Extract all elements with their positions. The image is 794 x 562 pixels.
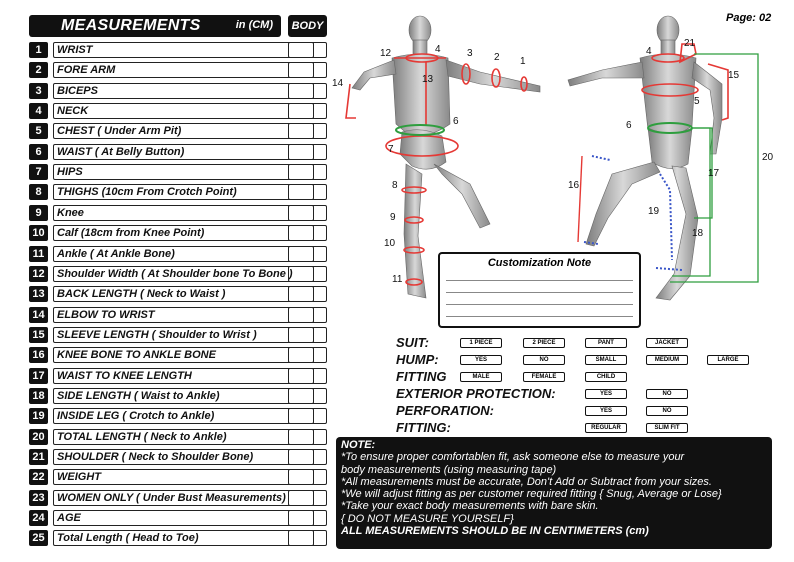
row-number: 13 <box>29 286 48 302</box>
row-label: AGE <box>53 510 314 526</box>
note-line-2: body measurements (using measuring tape) <box>341 463 557 476</box>
svg-text:20: 20 <box>762 152 774 163</box>
row-number: 2 <box>29 62 48 78</box>
option-label: FITTING: <box>396 420 451 435</box>
option-choice[interactable]: YES <box>460 355 502 365</box>
measurement-input[interactable] <box>288 347 327 363</box>
row-label: INSIDE LEG ( Crotch to Ankle) <box>53 408 314 424</box>
row-number: 7 <box>29 164 48 180</box>
svg-text:6: 6 <box>453 116 459 127</box>
option-label: PERFORATION: <box>396 403 494 418</box>
option-label: EXTERIOR PROTECTION: <box>396 386 556 401</box>
row-number: 9 <box>29 205 48 221</box>
svg-text:12: 12 <box>380 48 392 59</box>
row-label: HIPS <box>53 164 314 180</box>
row-label: WRIST <box>53 42 314 58</box>
option-choice[interactable]: 2 PIECE <box>523 338 565 348</box>
measurements-header <box>29 15 281 37</box>
note-line-1: *To ensure proper comfortablen fit, ask someone else to measure your <box>341 451 685 464</box>
measurement-input[interactable] <box>288 388 327 404</box>
svg-text:7: 7 <box>388 144 394 155</box>
option-label: HUMP: <box>396 352 439 367</box>
option-choice[interactable]: NO <box>646 389 688 399</box>
row-number: 5 <box>29 123 48 139</box>
svg-text:19: 19 <box>648 206 660 217</box>
measurement-input[interactable] <box>288 469 327 485</box>
svg-text:14: 14 <box>332 78 344 89</box>
svg-text:6: 6 <box>626 120 632 131</box>
row-number: 19 <box>29 408 48 424</box>
row-label: FORE ARM <box>53 62 314 78</box>
page-number: Page: 02 <box>726 12 772 24</box>
svg-text:3: 3 <box>467 48 473 59</box>
row-label: CHEST ( Under Arm Pit) <box>53 123 314 139</box>
row-label: Ankle ( At Ankle Bone) <box>53 246 314 262</box>
row-label: ELBOW TO WRIST <box>53 307 314 323</box>
row-label: WAIST TO KNEE LENGTH <box>53 368 314 384</box>
row-label: THIGHS (10cm From Crotch Point) <box>53 184 314 200</box>
measurement-input[interactable] <box>288 530 327 546</box>
row-label: BACK LENGTH ( Neck to Waist ) <box>53 286 314 302</box>
row-number: 11 <box>29 246 48 262</box>
note-line-4: *We will adjust fitting as per customer required fitting { Snug, Average or Lose} <box>341 488 722 501</box>
note-line <box>446 280 633 281</box>
row-number: 8 <box>29 184 48 200</box>
measurement-input[interactable] <box>288 246 327 262</box>
measurement-input[interactable] <box>288 42 327 58</box>
customization-note-box[interactable] <box>438 252 641 328</box>
header-title: MEASUREMENTS <box>61 17 201 34</box>
row-number: 20 <box>29 429 48 445</box>
row-label: Shoulder Width ( At Shoulder bone To Bone ) <box>53 266 314 282</box>
option-choice[interactable]: SMALL <box>585 355 627 365</box>
row-number: 6 <box>29 144 48 160</box>
row-label: Total Length ( Head to Toe) <box>53 530 314 546</box>
row-number: 18 <box>29 388 48 404</box>
measurement-input[interactable] <box>288 490 327 506</box>
option-choice[interactable]: CHILD <box>585 372 627 382</box>
note-line <box>446 292 633 293</box>
measurement-input[interactable] <box>288 164 327 180</box>
row-number: 14 <box>29 307 48 323</box>
row-label: KNEE BONE TO ANKLE BONE <box>53 347 314 363</box>
option-label: FITTING <box>396 369 447 384</box>
row-label: NECK <box>53 103 314 119</box>
row-number: 3 <box>29 83 48 99</box>
svg-text:1: 1 <box>520 56 526 67</box>
svg-text:11: 11 <box>392 274 403 285</box>
customization-note-title: Customization Note <box>487 257 592 269</box>
option-choice[interactable]: 1 PIECE <box>460 338 502 348</box>
option-choice[interactable]: MALE <box>460 372 502 382</box>
row-label: BICEPS <box>53 83 314 99</box>
svg-text:2: 2 <box>494 52 500 63</box>
body-column-header: BODY <box>288 15 327 37</box>
measurement-input[interactable] <box>288 184 327 200</box>
row-number: 12 <box>29 266 48 282</box>
row-number: 15 <box>29 327 48 343</box>
note-line-6: { DO NOT MEASURE YOURSELF} <box>341 512 514 525</box>
measurement-input[interactable] <box>288 83 327 99</box>
row-label: SHOULDER ( Neck to Shoulder Bone) <box>53 449 314 465</box>
svg-text:15: 15 <box>728 70 740 81</box>
svg-text:4: 4 <box>435 44 441 55</box>
row-number: 23 <box>29 490 48 506</box>
option-choice[interactable]: YES <box>585 406 627 416</box>
note-line-7: ALL MEASUREMENTS SHOULD BE IN CENTIMETERS (cm) <box>341 525 649 538</box>
row-number: 1 <box>29 42 48 58</box>
svg-text:17: 17 <box>708 168 720 179</box>
measurement-input[interactable] <box>288 327 327 343</box>
measurement-input[interactable] <box>288 225 327 241</box>
measurement-input[interactable] <box>288 62 327 78</box>
row-label: WOMEN ONLY ( Under Bust Measurements) <box>53 490 314 506</box>
option-choice[interactable]: JACKET <box>646 338 688 348</box>
option-choice[interactable]: YES <box>585 389 627 399</box>
row-number: 24 <box>29 510 48 526</box>
row-number: 25 <box>29 530 48 546</box>
note-line <box>446 304 633 305</box>
option-choice[interactable]: NO <box>523 355 565 365</box>
option-choice[interactable]: MEDIUM <box>646 355 688 365</box>
measurement-input[interactable] <box>288 408 327 424</box>
svg-text:8: 8 <box>392 180 398 191</box>
option-choice[interactable]: NO <box>646 406 688 416</box>
row-number: 21 <box>29 449 48 465</box>
svg-text:9: 9 <box>390 212 396 223</box>
measurement-input[interactable] <box>288 368 327 384</box>
row-number: 10 <box>29 225 48 241</box>
row-label: Knee <box>53 205 314 221</box>
row-number: 22 <box>29 469 48 485</box>
option-label: SUIT: <box>396 335 429 350</box>
option-choice[interactable]: REGULAR <box>585 423 627 433</box>
measurement-input[interactable] <box>288 286 327 302</box>
row-label: Calf (18cm from Knee Point) <box>53 225 314 241</box>
measurement-input[interactable] <box>288 123 327 139</box>
measurement-input[interactable] <box>288 510 327 526</box>
svg-text:18: 18 <box>692 228 704 239</box>
measurement-input[interactable] <box>288 144 327 160</box>
row-label: SIDE LENGTH ( Waist to Ankle) <box>53 388 314 404</box>
row-label: WAIST ( At Belly Button) <box>53 144 314 160</box>
row-label: SLEEVE LENGTH ( Shoulder to Wrist ) <box>53 327 314 343</box>
row-label: WEIGHT <box>53 469 314 485</box>
measurement-input[interactable] <box>288 103 327 119</box>
measurement-input[interactable] <box>288 307 327 323</box>
note-heading: NOTE: <box>341 439 376 451</box>
svg-text:13: 13 <box>422 74 434 85</box>
svg-text:10: 10 <box>384 238 396 249</box>
option-choice[interactable]: PANT <box>585 338 627 348</box>
measurement-input[interactable] <box>288 205 327 221</box>
measurement-input[interactable] <box>288 266 327 282</box>
row-number: 4 <box>29 103 48 119</box>
row-label: TOTAL LENGTH ( Neck to Ankle) <box>53 429 314 445</box>
option-choice[interactable]: SLIM FIT <box>646 423 688 433</box>
measurement-input[interactable] <box>288 449 327 465</box>
row-number: 16 <box>29 347 48 363</box>
measurement-input[interactable] <box>288 429 327 445</box>
row-number: 17 <box>29 368 48 384</box>
svg-text:16: 16 <box>568 180 580 191</box>
option-choice[interactable]: FEMALE <box>523 372 565 382</box>
note-line-3: *All measurements must be accurate, Don't Add or Subtract from your sizes. <box>341 475 712 488</box>
svg-text:21: 21 <box>684 38 696 49</box>
note-line-5: *Take your exact body measurements with bare skin. <box>341 500 599 513</box>
svg-text:5: 5 <box>694 96 700 107</box>
note-line <box>446 316 633 317</box>
option-choice[interactable]: LARGE <box>707 355 749 365</box>
header-unit: in (CM) <box>235 19 273 31</box>
svg-text:4: 4 <box>646 46 652 57</box>
notes-panel <box>336 437 772 549</box>
